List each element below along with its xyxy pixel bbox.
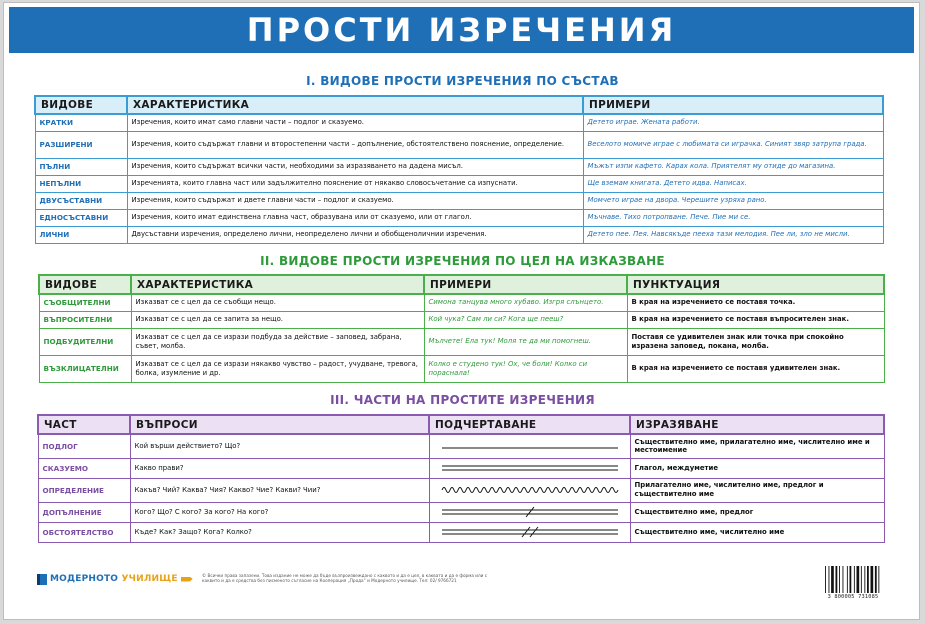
- row-punctuation: Поставя се удивителен знак или точка при спокойно изразена заповед, покана, молба.: [627, 328, 884, 355]
- logo-text-part2: УЧИЛИЩЕ: [121, 574, 178, 584]
- underline-sample: [429, 522, 630, 542]
- barcode-bar: [861, 566, 862, 593]
- barcode-bar: [875, 566, 877, 593]
- table-row: [39, 328, 884, 355]
- table-row: [35, 226, 883, 243]
- row-characteristic: Изречения, които имат само главни части – подлог и сказуемо.: [127, 114, 583, 131]
- row-type-name: ЕДНОСЪСТАВНИ: [35, 209, 127, 226]
- row-characteristic: Изречения, които имат единствена главна част, образувана или от сказуемо, или от глагол.: [127, 209, 583, 226]
- row-characteristic: Изречения, които съдържат и двете главни части – подлог и сказуемо.: [127, 192, 583, 209]
- underline-sample: [429, 502, 630, 522]
- row-example: Веселото момиче играе с любимата си играчка. Синият звяр затрупа града.: [583, 131, 883, 158]
- barcode-bar: [847, 566, 848, 593]
- header-examples: ПРИМЕРИ: [583, 96, 883, 114]
- composition-table: [34, 95, 884, 244]
- barcode-bar: [871, 566, 874, 593]
- table-row: [38, 522, 884, 542]
- logo-text: [50, 574, 178, 584]
- row-characteristic: Изреченията, които главна част или задължително пояснение от някакво словосъчетание са изпуснати.: [127, 175, 583, 192]
- underline-double-icon: [438, 461, 622, 475]
- row-characteristic: Изказват се с цел да се изрази някакво чувство – радост, учудване, тревога, болка, изумление и др.: [131, 355, 424, 382]
- row-type-name: СЪОБЩИТЕЛНИ: [39, 294, 131, 311]
- barcode-bar: [857, 566, 860, 593]
- table-row: [35, 158, 883, 175]
- barcode-bar: [850, 566, 852, 593]
- table-row: [35, 209, 883, 226]
- header-types: ВИДОВЕ: [39, 275, 131, 294]
- copyright-text: © Всички права запазени. Това издание не може да бъде възпроизвеждано с каквото и да е цел, в каквата и да е форма или с каквито и да е средства без писменото съгласие на Кооперация „Прода“ и Модерното училище. Тел: 02/ 9766721: [202, 573, 488, 584]
- row-example: Кой чука? Сам ли си? Кога ще пееш?: [424, 311, 627, 328]
- row-characteristic: Двусъставни изречения, определено лични, неопределено лични и обобщеноличнии изречения.: [127, 226, 583, 243]
- row-part-name: ПОДЛОГ: [38, 434, 130, 458]
- row-punctuation: В края на изречението се поставя удивителен знак.: [627, 355, 884, 382]
- barcode-number: 3 800005 731085: [827, 594, 879, 600]
- underline-wavy-icon: [438, 483, 622, 497]
- underline-slash: [522, 527, 530, 537]
- header-characteristic: ХАРАКТЕРИСТИКА: [131, 275, 424, 294]
- barcode-bar: [864, 566, 865, 593]
- header-part: ЧАСТ: [38, 415, 130, 434]
- row-type-name: ЛИЧНИ: [35, 226, 127, 243]
- barcode-bar: [831, 566, 834, 593]
- barcode-bar: [843, 566, 844, 593]
- underline-stroke: [442, 488, 618, 493]
- row-type-name: ВЪПРОСИТЕЛНИ: [39, 311, 131, 328]
- underline-slash: [530, 527, 538, 537]
- publisher-logo: [37, 573, 193, 585]
- row-type-name: ВЪЗКЛИЦАТЕЛНИ: [39, 355, 131, 382]
- parts-table: [37, 414, 885, 543]
- underline-slash: [526, 507, 534, 517]
- table-row: [39, 355, 884, 382]
- underline-sample: [429, 478, 630, 502]
- row-example: Мълчете! Ела тук! Моля те да ми помогнеш.: [424, 328, 627, 355]
- row-questions: Къде? Как? Защо? Кога? Колко?: [130, 522, 429, 542]
- row-part-name: ДОПЪЛНЕНИЕ: [38, 502, 130, 522]
- barcode-icon: [824, 566, 882, 594]
- table-row: [35, 114, 883, 131]
- row-example: Момчето играе на двора. Черешите узряха рано.: [583, 192, 883, 209]
- row-characteristic: Изречения, които съдържат главни и второстепенни части – допълнение, обстоятелствено пояснение, определение.: [127, 131, 583, 158]
- row-characteristic: Изказват се с цел да се запита за нещо.: [131, 311, 424, 328]
- section3-title: III. ЧАСТИ НА ПРОСТИТЕ ИЗРЕЧЕНИЯ: [330, 393, 595, 407]
- row-example: Детето играе. Жената работи.: [583, 114, 883, 131]
- row-example: Детето пее. Пея. Навсякъде пееха тази мелодия. Пее ли, зло не мисли.: [583, 226, 883, 243]
- table-row: [38, 478, 884, 502]
- row-example: Мъжът изпи кафето. Карах кола. Приятелят му отиде до магазина.: [583, 158, 883, 175]
- barcode-bar: [825, 566, 826, 593]
- header-examples: ПРИМЕРИ: [424, 275, 627, 294]
- table-row: [35, 175, 883, 192]
- row-characteristic: Изречения, които съдържат всички части, необходими за изразяването на дадена мисъл.: [127, 158, 583, 175]
- page-title: ПРОСТИ ИЗРЕЧЕНИЯ: [9, 7, 914, 53]
- row-part-name: ОПРЕДЕЛЕНИЕ: [38, 478, 130, 502]
- barcode-bar: [836, 566, 838, 593]
- underline-single-icon: [438, 439, 622, 453]
- row-type-name: ПЪЛНИ: [35, 158, 127, 175]
- barcode-bar: [867, 566, 869, 593]
- header-types: ВИДОВЕ: [35, 96, 127, 114]
- underline-dashed-icon: [438, 505, 622, 519]
- row-expression: Глагол, междуметие: [630, 458, 884, 478]
- row-example: Мъчнаве. Тихо потропване. Пече. Пие ми се.: [583, 209, 883, 226]
- row-part-name: СКАЗУЕМО: [38, 458, 130, 478]
- table-row: [38, 434, 884, 458]
- row-characteristic: Изказват се с цел да се съобщи нещо.: [131, 294, 424, 311]
- pencil-icon: [181, 577, 193, 582]
- section1-title: I. ВИДОВЕ ПРОСТИ ИЗРЕЧЕНИЯ ПО СЪСТАВ: [306, 74, 619, 88]
- barcode-bar: [829, 566, 830, 593]
- row-questions: Кой върши действието? Що?: [130, 434, 429, 458]
- table-header-row: [35, 96, 883, 114]
- barcode-bar: [854, 566, 855, 593]
- row-type-name: НЕПЪЛНИ: [35, 175, 127, 192]
- row-example: Ще вземам книгата. Детето идва. Написах.: [583, 175, 883, 192]
- table-row: [35, 192, 883, 209]
- row-expression: Съществително име, прилагателно име, числително име и местоимение: [630, 434, 884, 458]
- row-type-name: ПОДБУДИТЕЛНИ: [39, 328, 131, 355]
- poster: [3, 2, 920, 620]
- row-type-name: ДВУСЪСТАВНИ: [35, 192, 127, 209]
- table-header-row: [38, 415, 884, 434]
- row-type-name: КРАТКИ: [35, 114, 127, 131]
- row-example: Симона танцува много хубаво. Изгря слънцето.: [424, 294, 627, 311]
- table-row: [39, 294, 884, 311]
- table-row: [35, 131, 883, 158]
- row-type-name: РАЗШИРЕНИ: [35, 131, 127, 158]
- barcode-bar: [878, 566, 879, 593]
- header-punctuation: ПУНКТУАЦИЯ: [627, 275, 884, 294]
- row-punctuation: В края на изречението се поставя точка.: [627, 294, 884, 311]
- row-questions: Какво прави?: [130, 458, 429, 478]
- row-expression: Прилагателно име, числително име, предлог и съществително име: [630, 478, 884, 502]
- table-row: [38, 458, 884, 478]
- underline-sample: [429, 458, 630, 478]
- table-row: [39, 311, 884, 328]
- purpose-table: [38, 274, 885, 383]
- table-row: [38, 502, 884, 522]
- row-expression: Съществително име, числително име: [630, 522, 884, 542]
- header-expression: ИЗРАЗЯВАНЕ: [630, 415, 884, 434]
- row-questions: Какъв? Чий? Каква? Чия? Какво? Чие? Какви? Чии?: [130, 478, 429, 502]
- header-questions: ВЪПРОСИ: [130, 415, 429, 434]
- section2-title: II. ВИДОВЕ ПРОСТИ ИЗРЕЧЕНИЯ ПО ЦЕЛ НА ИЗКАЗВАНЕ: [260, 254, 665, 268]
- row-example: Колко е студено тук! Ох, че боли! Колко си пораснала!: [424, 355, 627, 382]
- row-expression: Съществително име, предлог: [630, 502, 884, 522]
- header-underline: ПОДЧЕРТАВАНЕ: [429, 415, 630, 434]
- row-punctuation: В края на изречението се поставя въпросителен знак.: [627, 311, 884, 328]
- table-header-row: [39, 275, 884, 294]
- row-questions: Кого? Що? С кого? За кого? На кого?: [130, 502, 429, 522]
- header-characteristic: ХАРАКТЕРИСТИКА: [127, 96, 583, 114]
- underline-sample: [429, 434, 630, 458]
- logo-mark-icon: [37, 574, 47, 585]
- logo-text-part1: МОДЕРНОТО: [50, 574, 119, 584]
- row-part-name: ОБСТОЯТЕЛСТВО: [38, 522, 130, 542]
- barcode-bar: [839, 566, 840, 593]
- row-characteristic: Изказват се с цел да се изрази подбуда за действие – заповед, забрана, съвет, молба.: [131, 328, 424, 355]
- underline-dash-dot-icon: [438, 525, 622, 539]
